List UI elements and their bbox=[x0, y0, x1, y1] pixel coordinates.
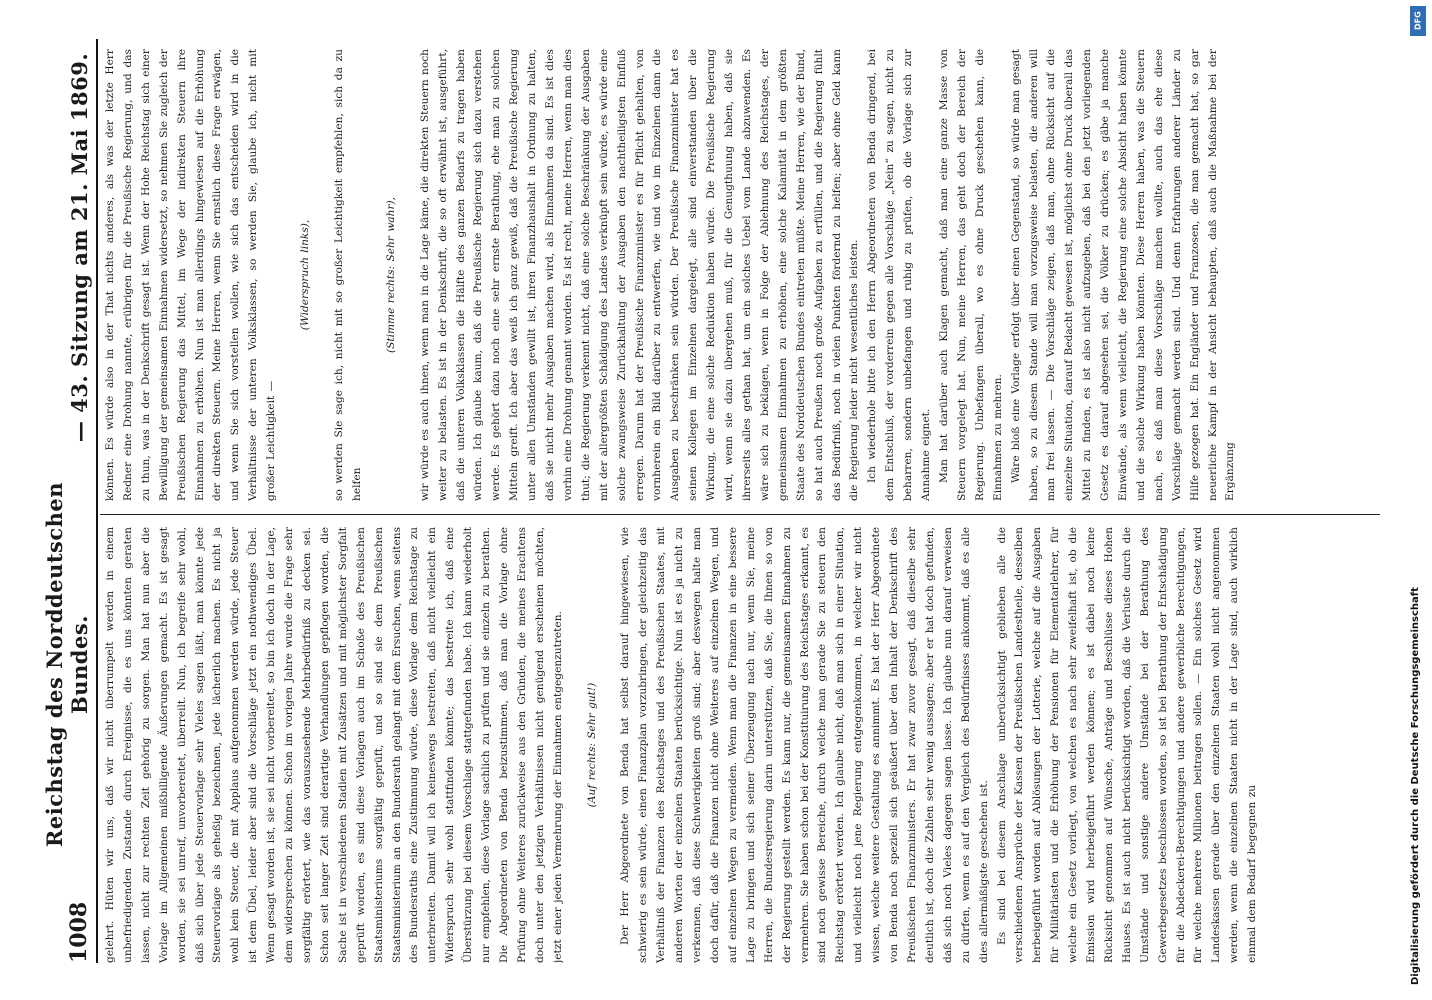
right-paragraph: wir würde es auch ihnen, wenn man in die Lage käme, die direkten Steuern noch weiter zu belasten. Es ist in der Denkschrift, die so oft erwähnt ist, ausgeführt, daß die unteren Volksklassen die Hälfte des ganzen Bedarfs zu tragen haben würden. Ich glaube kaum, daß die Preußische Regierung sich dazu verstehen werde. Es gehört dazu noch eine sehr ernste Berathung, ehe man zu solchen Mitteln greift. Ich aber das weiß ich ganz gewiß, daß die Preußische Regierung unter allen Umständen gewillt ist, ihren Finanzhaushalt in Ordnung zu halten, daß sie nicht mehr Ausgaben machen wird, als Einnahmen da sind. Es ist dies vorhin eine Drohung genannt worden. Es ist recht, meine Herren, wenn man dies thut; die Regierung verkennt nicht, daß eine solche Beschränkung der Ausgaben mit der allergrößten Schädigung des Landes verknüpft sein würde, es würde eine solche zwangsweise Zurückhaltung der Ausgaben den nachtheiligsten Einfluß erregen. Darum hat der Preußische Finanzminister es für Pflicht gehalten, von vornherein ein Bild darüber zu entwerfen, wie und wo im Einzelnen dann die Ausgaben zu beschränken sein würden. Der Preußische Finanzminister hat es seinen Kollegen im Einzelnen dargelegt, alle sind einverstanden über die Wirkung, die eine solche Reduktion haben würde. Die Preußische Regierung wird, wenn sie dazu übergehen muß, für die Genugthuung haben, daß sie ihrerseits alles gethan hat, um ein solches Uebel vom Lande abzuwenden. Es wäre sich zu beklagen, wenn in Folge der Ablehnung des Reichstages, der gemeinsamen Einnahmen zu erhöhen, eine solche Kalamität in dem größten Staate des Norddeutschen Bundes eintreten müßte. Meine Herren, wie der Bund, so hat auch Preußen noch große Aufgaben zu erfüllen, und die Regierung fühlt das Bedürfniß, noch in vielen Punkten fördernd zu helfen; aber ohne Geld kann die Regierung leider nicht wesentliches leisten. bbox=[418, 49, 861, 501]
right-interjection: (Widerspruch links), bbox=[299, 219, 312, 331]
left-text-column bbox=[102, 527, 1380, 963]
page-header bbox=[42, 39, 98, 963]
right-running-title: — 43. Sitzung am 21. Mai 1869. bbox=[67, 52, 92, 443]
rotated-document-page bbox=[40, 25, 1420, 985]
right-paragraph: Man hat darüber auch Klagen gemacht, daß man eine ganze Masse von Steuern vorgelegt hat. Nun, meine Herren, das geht doch der Bereich der Regierung. Unbefangen überall, wo es ohne Druck geschehen kann, die Einnahmen zu mehren. bbox=[937, 49, 1004, 501]
right-paragraph: so werden Sie sage ich, nicht mit so großer Leichtigkeit empfehlen, sich da zu helfen bbox=[332, 49, 363, 501]
digitization-note-text: Digitalisierung gefördert durch die Deutsche Forschungsgemeinschaft bbox=[1410, 587, 1421, 985]
right-text-column bbox=[102, 49, 1380, 501]
left-running-title: Reichstag des Norddeutschen Bundes. bbox=[42, 481, 92, 848]
dfg-logo: DFG bbox=[1410, 6, 1426, 36]
column-divider bbox=[100, 514, 1380, 515]
page-number: 1008 bbox=[66, 901, 92, 963]
right-paragraph: Ich wiederhole bitte ich den Herrn Abgeordneten von Benda dringend, bei dem Entschluß, der vorderrein gegen alle Vorschläge „Nein“ zu sagen, nicht zu beharren, sondern unbefangen und ruhig zu prüfen, ob die Vorlage sich zur Annahme eignet. bbox=[866, 49, 933, 501]
left-paragraph: Der Herr Abgeordnete von Benda hat selbst darauf hingewiesen, wie schwierig es sein würde, einen Finanzplan vorzubringen, der gleichzeitig das Verhältniß der Finanzen des Reichstages und des Preußischen Staates, mit anderen Worten der einzelnen Staaten berücksichtige. Nun ist es ja nicht zu verkennen, daß diese Schwierigkeiten groß sind; aber deswegen halte man doch dafür, daß die Finanzen nicht ohne Weiteres auf einzelnen Wegen, und auf einzelnen Wegen zu vermeiden. Wenn man die Finanzen in eine bessere Lage zu bringen und sich seiner Überzeugung nach nur, wenn Sie, meine Herren, die Bundesregierung darin unterstützen, daß Sie, die Ihnen so von der Regierung gestellt werden. Es kann nur, die gemeinsamen Einnahmen zu vermehren. Sie haben schon bei der Konstituirung des Reichstages erkannt, es sind noch gewisse Bereiche, durch welche man gerade Sie zu steuern den Reichstag erörtert werden. Ich glaube nicht, daß man sich in einer Situation, und vielleicht noch jene Regierung entgegenkommen, in welcher wir nicht wissen, welche weitere Gestaltung es annimmt. Es hat der Herr Abgeordnete von Benda noch speziell sich geäußert über den Inhalt der Denkschrift des Preußischen Finanzministers. Er hat zwar zuvor gesagt, daß dieselbe sehr deutlich ist, doch die Zahlen sehr wenig aussagen; aber er hat doch gefunden, daß sich noch Vieles dagegen sagen lasse. Ich glaube nun darauf verweisen zu dürfen, wenn es auf den Vergleich des Bedürfnisses ankommt, daß es alle dies allermäßigste geschehen ist. bbox=[619, 527, 990, 963]
left-interjection: (Auf rechts: Sehr gut!) bbox=[585, 682, 598, 808]
right-interjection: (Stimme rechts: Sehr wahr), bbox=[384, 196, 397, 354]
left-paragraph: Es sind bei diesem Anschlage unberücksichtigt geblieben alle die verschiedenen Ansprüche der Kassen der Preußischen Landestheile, desselben herbeigeführt worden auf Ablösungen der Lotterie, welche auf die Ausgaben für Militärlasten und die Erhöhung der Pensionen für Elementarlehrer, für welche ein Gesetz vorliegt, von welchen es nach sehr zweifelhaft ist, ob die Emission wird herbeigeführt werden können; es ist dabei noch keine Rücksicht genommen auf Wünsche, Anträge und Beschlüsse dieses Hohen Hauses. Es ist auch nicht berücksichtigt worden, daß die Verluste durch die Umstände und sonstige andere Umstände bei der Berathung des Gewerbegesetzes beschlossen worden, so ist bei Berathung der Entschädigung für die Abdeckerei-Berechtigungen und andere gewerbliche Berechtigungen, für welche mehrere Millionen beitragen sollen. — Ein solches Gesetz wird Landeskassen gerade über den einzelnen Staaten wohl nicht angenommen werden, wenn die einzelnen Staaten nicht in der Lage sind, auch wirklich einmal dem Bedarf begegnen zu bbox=[995, 527, 1259, 963]
right-paragraph: können. Es würde also in der That nichts anderes, als was der letzte Herr Redner eine Drohung nannte, erübrigen für die Preußische Regierung, und das zu thun, was in der Denkschrift gesagt ist. Wenn der Hohe Reichstag sich einer Bewilligung der gemeinsamen Einnahmen widersetzt, so nehmen Sie zugleich der Preußischen Regierung das Mittel, im Wege der indirekten Steuern ihre Einnahmen zu erhöhen. Nun ist man allerdings hingewiesen auf die Erhöhung der direkten Steuern. Meine Herren, wenn Sie ernstlich diese Frage erwägen, und wenn Sie sich vorstellen wollen, wie sich das entscheiden wird in die Verhältnisse der unteren Volksklassen, so werden Sie, glaube ich, nicht mit großer Leichtigkeit — bbox=[104, 49, 278, 501]
left-paragraph: gelehrt. Hüten wir uns, daß wir nicht überrumpelt werden in einem unbefriedigenden Zustande durch Ereignisse, die es uns könnten geraten lassen, nicht zur rechten Zeit gehörig zu sorgen. Man hat nun aber die Vorlage im Allgemeinen mißbilligende Äußerungen gemacht. Es ist gesagt worden, sie sei unreif, unvorbereitet, überreilt. Nun, ich begreife sehr wohl, daß sich über jede Steuervorlage sehr Vieles sagen läßt, man könnte jede Steuervorlage als geheßig bezeichnen, jede lächerlich machen. Es nicht ja wohl kein Steuer, die mit Applaus aufgenommen werden würde, jede Steuer ist dem Übel, leider aber sind die Vorschläge jetzt ein nothwendiges Übel. Wenn gesagt worden ist, sie sei nicht vorbereitet, so bin ich doch in der Lage, dem widersprechen zu können. Schon im vorigen Jahre wurde die Frage sehr sorgfältig erörtert, wie das vorauszusehende Mehrbedürfniß zu decken sei. Schon seit langer Zeit sind derartige Verhandlungen gepflogen worden, die Sache ist in verschiedenen Stadien mit Zusätzen und mit möglichster Sorgfalt geprüft worden, es sind diese Vorlagen auch im Schoße des Preußischen Staatsministeriums sorgfältig geprüft, und so sind sie dem Preußischen Staatsministerium an den Bundesrath gelangt mit dem Ersuchen, wenn seitens des Bundesraths eine Zustimmung würde, diese Vorlage dem Reichstage zu unterbreiten. Damit will ich keineswegs bestreiten, daß nicht vielleicht ein Widerspruch sehr wohl stattfinden könnte; das bestreite ich, daß eine Überstürzung bei diesem Vorschlage stattgefunden habe. Ich kann wiederholt nur empfehlen, diese Vorlage sachlich zu prüfen und sie einzeln zu berathen. Die Abgeordneten von Benda beizustimmen, daß man die Vorlage ohne Prüfung ohne Weiteres zurückweise aus den Gründen, die meines Erachtens doch unter den jetzigen Verhältnissen nicht genügend erscheinen möchten, jetzt einer jeden Vermehrung der Einnahmen entgegenzutreten. bbox=[104, 527, 564, 963]
digitization-note bbox=[1404, 0, 1432, 1000]
right-paragraph: Wäre bloß eine Vorlage erfolgt über einen Gegenstand, so würde man gesagt haben, so zu diesem Stande will man vorzugsweise belasten, die anderen will man frei lassen. — Die Vorschläge zeigen, daß man, ohne Rücksicht auf die einzelne Situation, darauf Bedacht gewesen ist, möglichst ohne Druck überall das Mittel zu finden, es ist also nicht aufzugeben, daß bei den jetzt vorliegenden Gesetz es darauf abgesehen sei, die Völker zu drücken; es gäbe ja manche Einwände, als wenn vielleicht, die Regierung eine solche Absicht haben könnte und die solche Wirkung haben könnten. Diese Herren haben, was die Steuern nach, es daß man diese Vorschläge machen wollte, auch das ehe diese Vorschläge gemacht werden sind. Und denn Erfahrungen anderer Länder zu Hilfe gezogen hat. Ein Engländer und Franzosen, die man gemacht hat, so gar neuerliche Kampf in der Ansicht behaupten, daß auch die Maßnahme bei der Ergänzung bbox=[1009, 49, 1237, 501]
